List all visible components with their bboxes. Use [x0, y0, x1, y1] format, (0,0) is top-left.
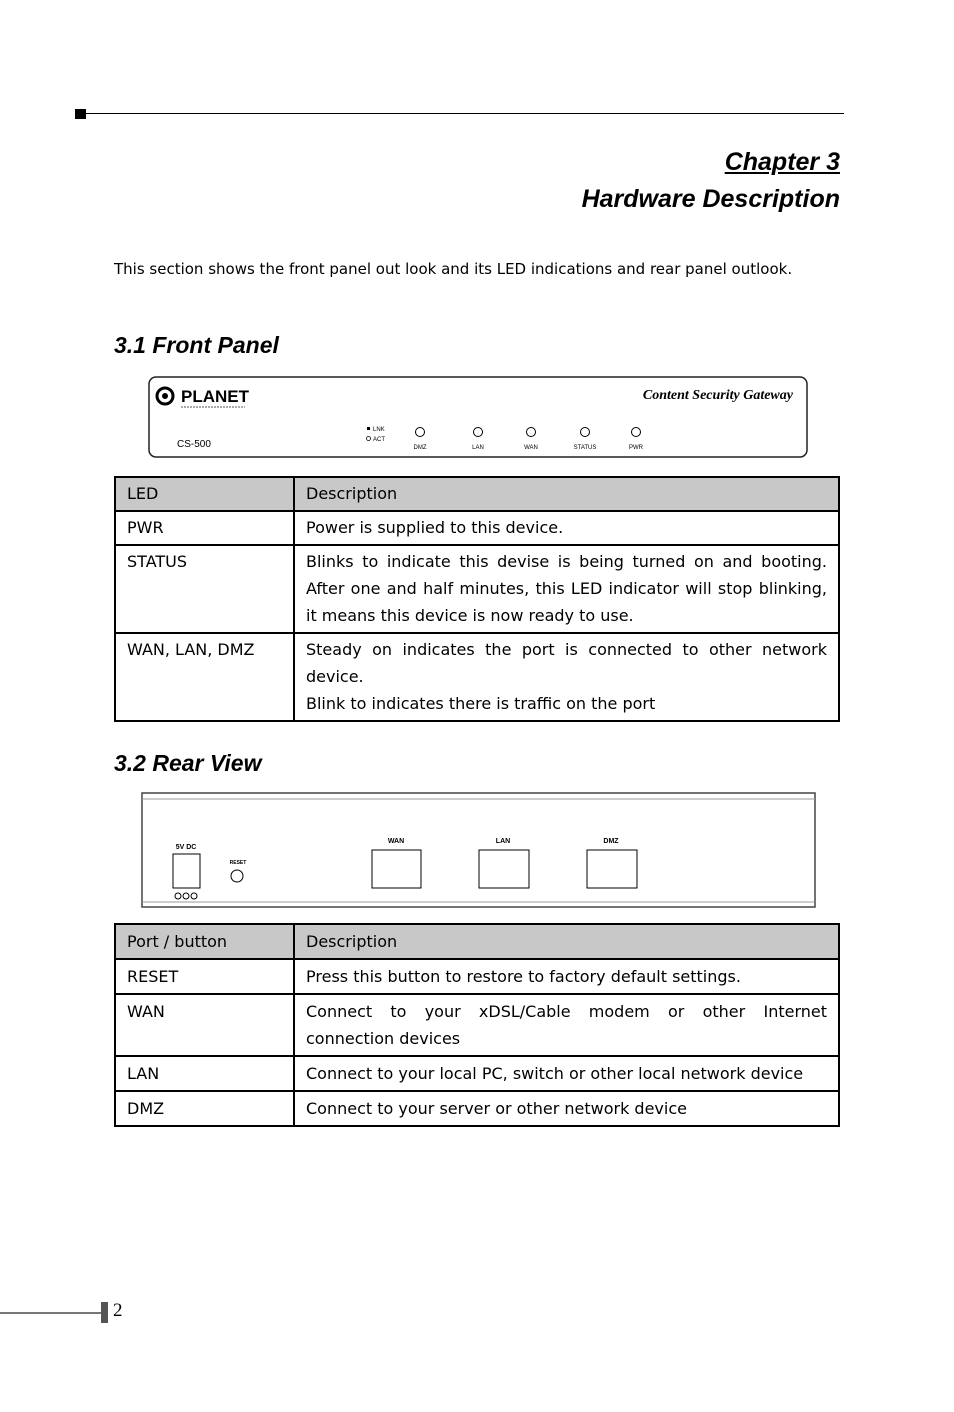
table-row [115, 959, 839, 994]
page-number: 2 [113, 1300, 123, 1321]
port-name-cell: LAN [115, 1056, 294, 1091]
led-name-cell: STATUS [115, 545, 294, 633]
led-label-lan: LAN [472, 445, 484, 451]
product-name: Content Security Gateway [642, 388, 793, 403]
led-description-cell: Power is supplied to this device. [294, 511, 839, 545]
header-square-marker [75, 109, 86, 119]
header-cell-port: Port / button [115, 924, 294, 959]
section-heading-front-panel: 3.1 Front Panel [114, 332, 279, 358]
port-table [114, 923, 840, 1127]
table-row [115, 994, 839, 1056]
port-name-cell: DMZ [115, 1091, 294, 1126]
description-line: Blink to indicates there is traffic on the port [306, 694, 656, 713]
intro-paragraph: This section shows the front panel out look and its LED indications and rear panel outlook. [114, 260, 793, 278]
table-row [115, 633, 839, 721]
port-label-dmz: DMZ [603, 838, 619, 845]
description-line: Steady on indicates the port is connected to other network device. [306, 640, 827, 686]
rear-panel-image [141, 791, 816, 910]
led-name-cell: WAN, LAN, DMZ [115, 633, 294, 721]
brand-text: PLANET [181, 387, 249, 406]
port-description-cell: Connect to your local PC, switch or other local network device [294, 1056, 839, 1091]
led-table [114, 476, 840, 722]
table-row [115, 1056, 839, 1091]
led-label-status: STATUS [573, 445, 597, 451]
header-rule [86, 113, 844, 114]
table-row [115, 511, 839, 545]
reset-label: RESET [229, 860, 247, 866]
front-panel-image [148, 376, 808, 458]
port-name-cell: RESET [115, 959, 294, 994]
port-description-cell: Connect to your server or other network device [294, 1091, 839, 1126]
port-label-wan: WAN [387, 838, 405, 845]
led-label-pwr: PWR [629, 445, 643, 451]
legend-lnk: LNK [373, 427, 385, 433]
table-row [115, 545, 839, 633]
led-description-cell: Blinks to indicate this devise is being turned on and booting. After one and half minutes, this LED indicator will stop blinking, it means this device is now ready to use. [294, 545, 839, 633]
led-description-cell [294, 633, 839, 721]
footer-bar-marker [101, 1302, 108, 1323]
header-cell-led: LED [115, 477, 294, 511]
port-description-cell: Press this button to restore to factory default settings. [294, 959, 839, 994]
chapter-title: Hardware Description [581, 185, 840, 213]
port-label-lan: LAN [495, 838, 511, 845]
port-description-cell: Connect to your xDSL/Cable modem or other Internet connection devices [294, 994, 839, 1056]
led-label-dmz: DMZ [413, 445, 427, 451]
legend-act: ACT [373, 437, 385, 443]
port-name-cell: WAN [115, 994, 294, 1056]
header-cell-description: Description [294, 924, 839, 959]
chapter-number: Chapter 3 [724, 148, 840, 176]
led-label-wan: WAN [524, 445, 538, 451]
section-heading-rear-view: 3.2 Rear View [114, 750, 262, 776]
table-header-row [115, 924, 839, 959]
table-row [115, 1091, 839, 1126]
power-label: 5V DC [175, 844, 197, 851]
model-label: CS-500 [177, 439, 211, 450]
footer-rule [0, 1312, 101, 1314]
led-name-cell: PWR [115, 511, 294, 545]
header-cell-description: Description [294, 477, 839, 511]
table-header-row [115, 477, 839, 511]
